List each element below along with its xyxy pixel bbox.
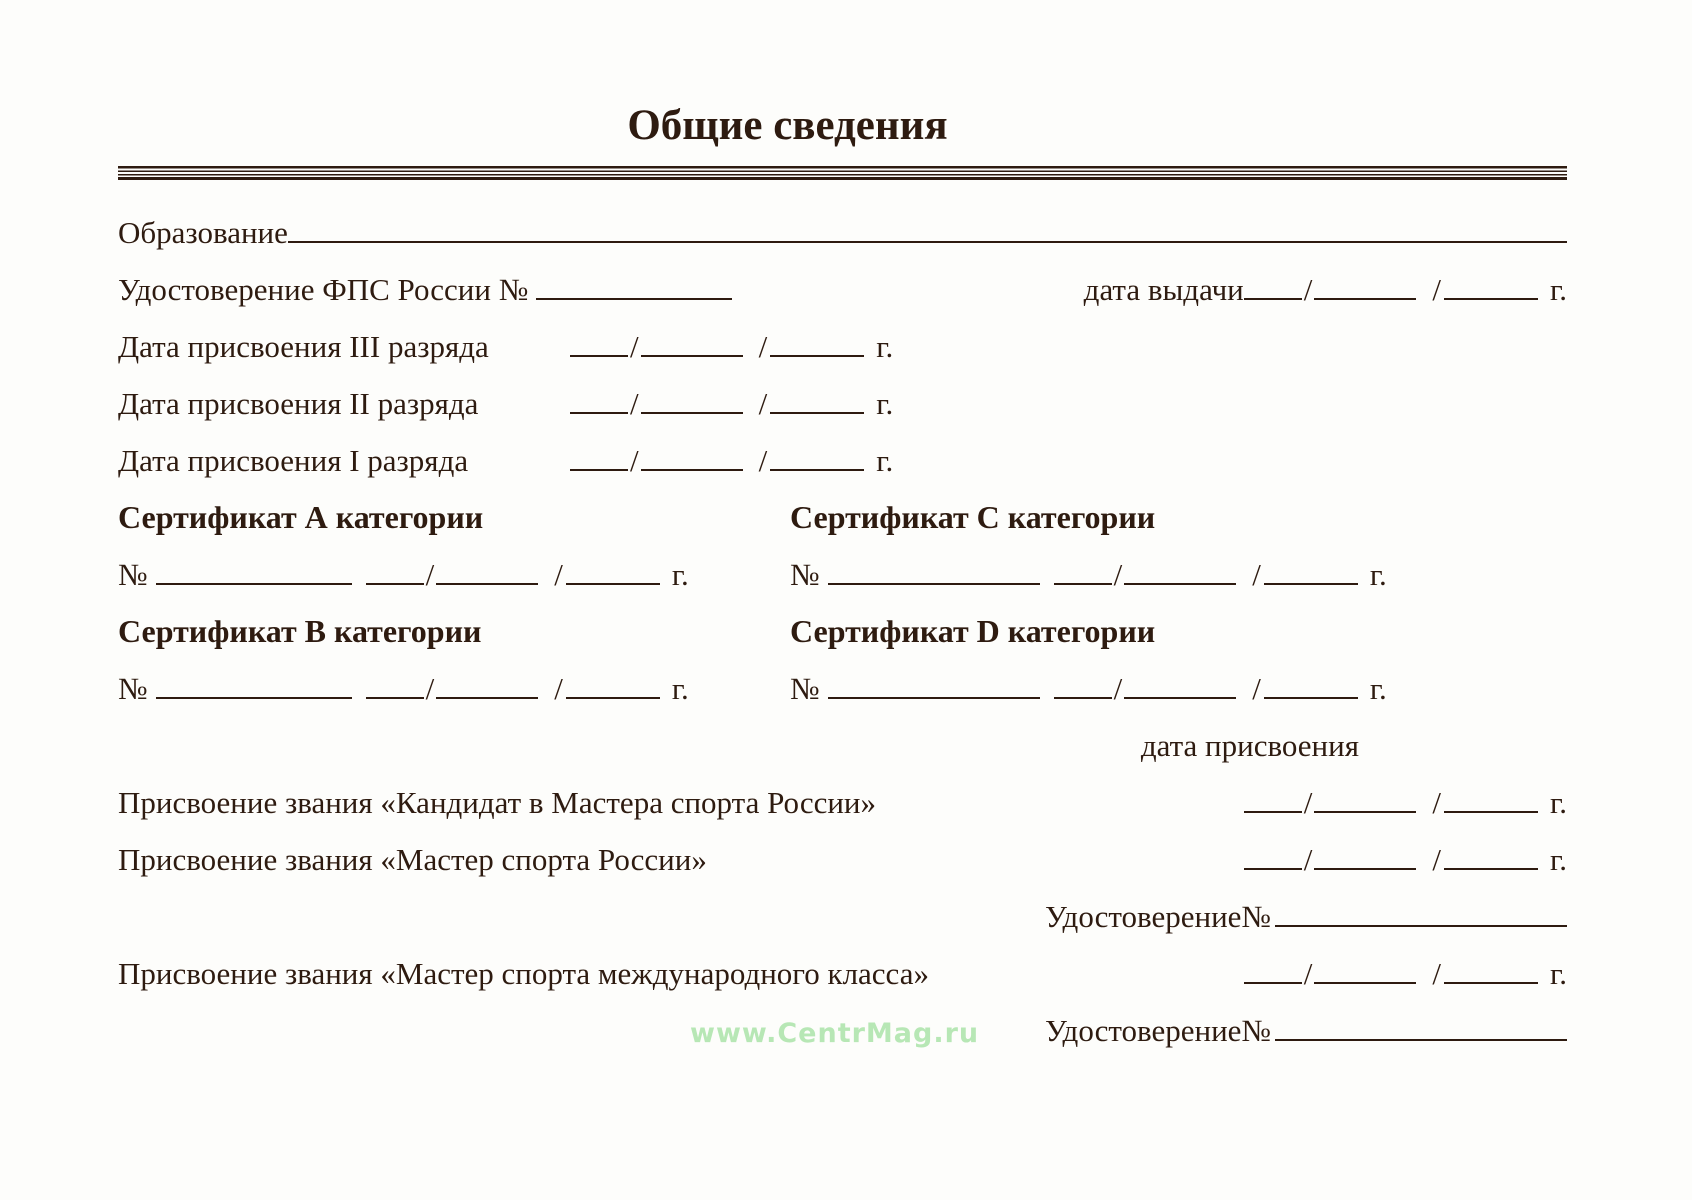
cert-number-blank xyxy=(828,697,1040,699)
day-blank xyxy=(1244,811,1302,813)
cert-numbers-row-1 xyxy=(118,546,1567,603)
kms-label: Присвоение звания «Кандидат в Мастера спорта России» xyxy=(118,784,877,820)
year-blank xyxy=(1444,298,1538,300)
month-blank xyxy=(1314,868,1416,870)
year-blank xyxy=(566,697,660,699)
day-blank xyxy=(1244,298,1302,300)
ms-date-blanks xyxy=(1244,831,1538,888)
month-blank xyxy=(1124,697,1236,699)
rank2-date-row xyxy=(118,375,1567,432)
date-slash: / xyxy=(630,385,639,421)
cert-d-date-blanks xyxy=(1054,660,1358,717)
certificate-number-blank xyxy=(1275,1039,1567,1041)
cert-a-number-line xyxy=(118,546,790,603)
date-slash: / xyxy=(630,442,639,478)
date-slash: / xyxy=(425,556,435,592)
month-blank xyxy=(641,355,743,357)
msmk-label: Присвоение звания «Мастер спорта международного класса» xyxy=(118,955,929,991)
year-abbreviation: г. xyxy=(876,385,894,421)
kms-assignment-row xyxy=(118,774,1567,831)
rank1-label: Дата присвоения I разряда xyxy=(118,442,469,478)
date-slash: / xyxy=(1303,271,1313,307)
education-row xyxy=(118,204,1567,261)
date-slash: / xyxy=(1303,955,1313,991)
month-blank xyxy=(641,412,743,414)
date-slash: / xyxy=(1432,841,1442,877)
day-blank xyxy=(570,355,628,357)
cert-d-header: Сертификат D категории xyxy=(790,612,1156,649)
general-info-form xyxy=(118,204,1567,1059)
year-abbreviation: г. xyxy=(1550,841,1567,877)
number-sign: № xyxy=(790,556,820,592)
cert-numbers-row-2 xyxy=(118,660,1567,717)
date-slash: / xyxy=(1113,670,1123,706)
assignment-date-header-row xyxy=(118,717,1567,774)
cert-a-header: Сертификат А категории xyxy=(118,498,484,535)
year-blank xyxy=(1264,697,1358,699)
fps-certificate-number-blank xyxy=(536,298,732,300)
issue-date-blanks xyxy=(1244,261,1538,318)
date-slash: / xyxy=(1432,784,1442,820)
ms-assignment-row xyxy=(118,831,1567,888)
fps-certificate-label: Удостоверение ФПС России № xyxy=(118,271,529,307)
cert-c-header: Сертификат С категории xyxy=(790,498,1156,535)
year-abbreviation: г. xyxy=(1550,271,1567,307)
cert-b-number-line xyxy=(118,660,790,717)
kms-date-group xyxy=(1244,774,1567,831)
cert-headers-row-1 xyxy=(118,489,1567,546)
education-label: Образование xyxy=(118,214,288,250)
centrmag-watermark: www.CentrMag.ru xyxy=(690,1017,980,1049)
date-slash: / xyxy=(1252,670,1261,706)
number-sign: № xyxy=(790,670,820,706)
day-blank xyxy=(570,412,628,414)
education-blank-line xyxy=(288,241,1567,243)
year-blank xyxy=(770,355,864,357)
day-blank xyxy=(1054,583,1112,585)
issue-date-label: дата выдачи xyxy=(1083,271,1244,307)
year-abbreviation: г. xyxy=(876,442,894,478)
day-blank xyxy=(1244,868,1302,870)
rank3-date-blanks xyxy=(570,318,864,375)
year-abbreviation: г. xyxy=(1550,955,1567,991)
ms-date-group xyxy=(1244,831,1567,888)
month-blank xyxy=(1314,811,1416,813)
fps-issue-date-group xyxy=(1084,261,1567,318)
ms-label: Присвоение звания «Мастер спорта России» xyxy=(118,841,707,877)
date-slash: / xyxy=(1303,841,1313,877)
cert-d-number-line xyxy=(790,660,1567,717)
msmk-assignment-row xyxy=(118,945,1567,1002)
cert-b-header: Сертификат В категории xyxy=(118,612,482,649)
year-blank xyxy=(1444,868,1538,870)
date-slash: / xyxy=(425,670,435,706)
certificate-no-label: Удостоверение№ xyxy=(1044,1012,1271,1048)
year-abbreviation: г. xyxy=(1369,556,1387,592)
date-slash: / xyxy=(1303,784,1313,820)
year-abbreviation: г. xyxy=(876,328,894,364)
fps-certificate-row xyxy=(118,261,1567,318)
cert-number-blank xyxy=(828,583,1040,585)
month-blank xyxy=(1314,982,1416,984)
day-blank xyxy=(1244,982,1302,984)
date-slash: / xyxy=(758,385,768,421)
year-abbreviation: г. xyxy=(1550,784,1567,820)
date-slash: / xyxy=(1113,556,1123,592)
msmk-certificate-number-row xyxy=(118,1002,1567,1059)
date-slash: / xyxy=(758,328,768,364)
cert-number-blank xyxy=(156,697,352,699)
number-sign: № xyxy=(118,556,148,592)
cert-b-date-blanks xyxy=(366,660,660,717)
date-slash: / xyxy=(554,670,563,706)
rank2-label: Дата присвоения II разряда xyxy=(118,385,479,421)
certificate-no-label: Удостоверение№ xyxy=(1044,898,1271,934)
rank3-label: Дата присвоения III разряда xyxy=(118,328,489,364)
msmk-date-group xyxy=(1244,945,1567,1002)
year-blank xyxy=(1444,811,1538,813)
cert-c-number-line xyxy=(790,546,1567,603)
date-slash: / xyxy=(630,328,639,364)
year-abbreviation: г. xyxy=(1369,670,1387,706)
date-slash: / xyxy=(554,556,563,592)
year-blank xyxy=(1444,982,1538,984)
cert-headers-row-2 xyxy=(118,603,1567,660)
date-slash: / xyxy=(1252,556,1261,592)
month-blank xyxy=(641,469,743,471)
rank2-date-blanks xyxy=(570,375,864,432)
year-abbreviation: г. xyxy=(671,670,689,706)
day-blank xyxy=(366,697,424,699)
day-blank xyxy=(570,469,628,471)
number-sign: № xyxy=(118,670,148,706)
date-slash: / xyxy=(1432,271,1442,307)
assignment-date-header: дата присвоения xyxy=(1140,727,1359,763)
date-slash: / xyxy=(1432,955,1442,991)
month-blank xyxy=(1124,583,1236,585)
date-slash: / xyxy=(758,442,768,478)
month-blank xyxy=(1314,298,1416,300)
rank1-date-blanks xyxy=(570,432,864,489)
month-blank xyxy=(436,697,538,699)
cert-number-blank xyxy=(156,583,352,585)
year-blank xyxy=(770,412,864,414)
msmk-date-blanks xyxy=(1244,945,1538,1002)
day-blank xyxy=(1054,697,1112,699)
ms-certificate-number-row xyxy=(118,888,1567,945)
title-divider-rule xyxy=(118,166,1567,180)
rank3-date-row xyxy=(118,318,1567,375)
certificate-number-blank xyxy=(1275,925,1567,927)
cert-a-date-blanks xyxy=(366,546,660,603)
kms-date-blanks xyxy=(1244,774,1538,831)
year-abbreviation: г. xyxy=(671,556,689,592)
year-blank xyxy=(770,469,864,471)
day-blank xyxy=(366,583,424,585)
rank1-date-row xyxy=(118,432,1567,489)
month-blank xyxy=(436,583,538,585)
year-blank xyxy=(1264,583,1358,585)
page-title: Общие сведения xyxy=(627,102,948,149)
year-blank xyxy=(566,583,660,585)
cert-c-date-blanks xyxy=(1054,546,1358,603)
